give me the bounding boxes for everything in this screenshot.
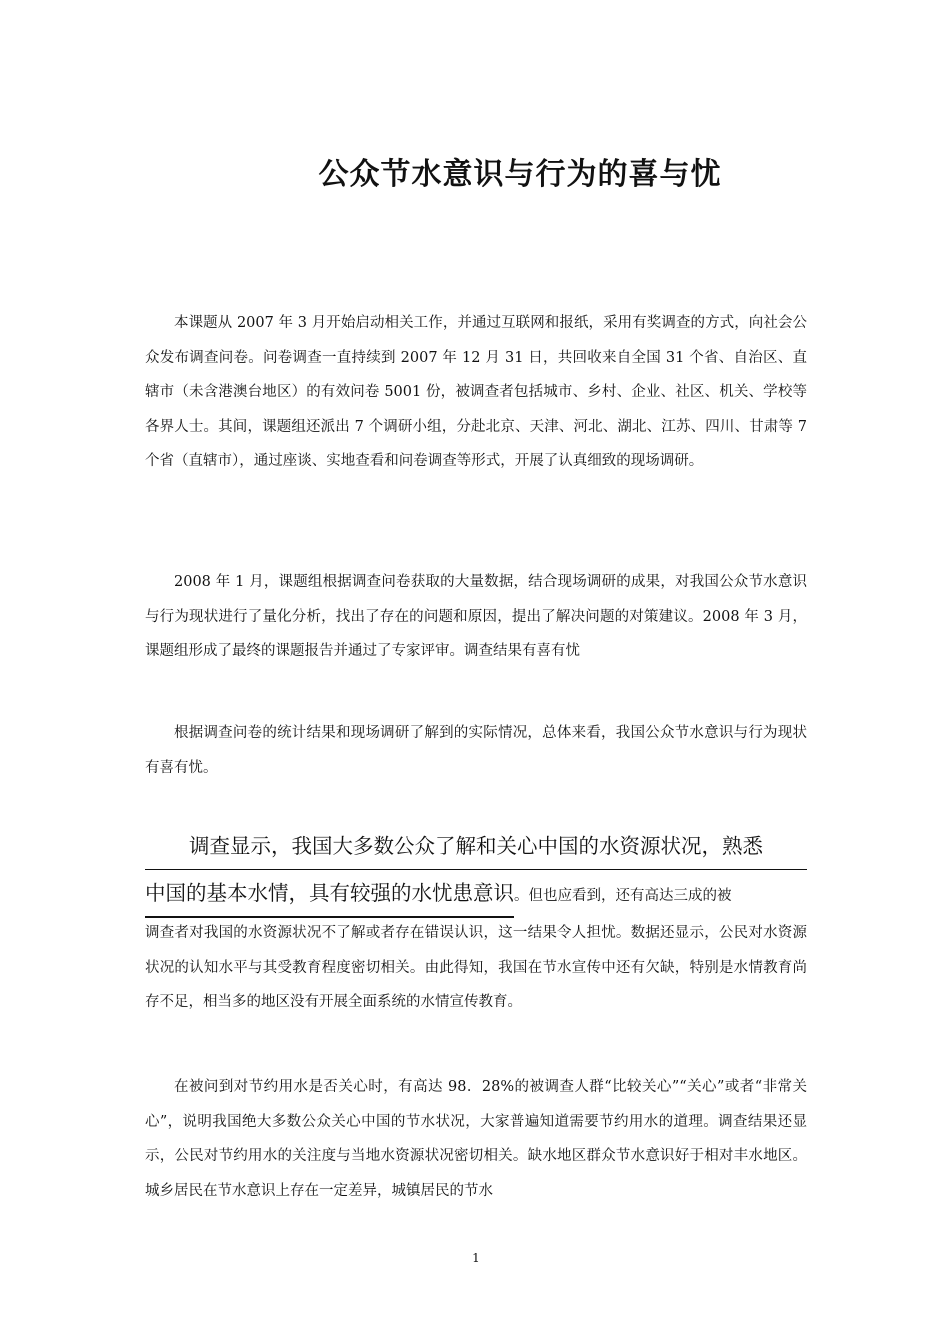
paragraph-text-body: 调查者对我国的水资源状况不了解或者存在错误认识，这一结果令人担忧。数据还显示，公民对水资源状况的认知水平与其受教育程度密切相关。由此得知，我国在节水宣传中还有欠缺，特别是水情教育尚存不足，相当多的地区没有开展全面系统的水情宣传教育。: [145, 925, 807, 1010]
paragraph-awareness-findings: [145, 823, 807, 1020]
page-number: 1: [472, 1251, 480, 1265]
document-title: 公众节水意识与行为的喜与忧: [318, 157, 722, 192]
paragraph-survey-method: 本课题从 2007 年 3 月开始启动相关工作，并通过互联网和报纸，采用有奖调查的方式，向社会公众发布调查问卷。问卷调查一直持续到 2007 年 12 月 31 日，共回收来自全国 31 个省、自治区、直辖市（未含港澳台地区）的有效问卷 5001 份，被调查者包括城市、乡村、企业、社区、机关、学校等各界人士。其间，课题组还派出 7 个调研小组，分赴北京、天津、河北、湖北、江苏、四川、甘肃等 7 个省（直辖市），通过座谈、实地查看和问卷调查等形式，开展了认真细致的现场调研。: [145, 315, 807, 469]
highlighted-text-line-1: 调查显示，我国大多数公众了解和关心中国的水资源状况，熟悉: [145, 823, 807, 870]
paragraph-analysis: 2008 年 1 月，课题组根据调查问卷获取的大量数据，结合现场调研的成果，对我国公众节水意识与行为现状进行了量化分析，找出了存在的问题和原因，提出了解决问题的对策建议。2008 年 3 月，课题组形成了最终的课题报告并通过了专家评审。调查结果有喜有忧: [145, 574, 807, 659]
paragraph-text-tail: 。但也应看到，还有高达三成的被: [514, 888, 732, 904]
highlighted-text-line-2: 中国的基本水情，具有较强的水忧患意识: [145, 870, 514, 918]
paragraph-overall-conclusion: 根据调查问卷的统计结果和现场调研了解到的实际情况，总体来看，我国公众节水意识与行为现状有喜有忧。: [145, 725, 807, 776]
paragraph-water-saving-concern: 在被问到对节约用水是否关心时，有高达 98．28%的被调查人群“比较关心”“关心”或者“非常关心”，说明我国绝大多数公众关心中国的节水状况，大家普遍知道需要节约用水的道理。调查结果还显示，公民对节约用水的关注度与当地水资源状况密切相关。缺水地区群众节水意识好于相对丰水地区。城乡居民在节水意识上存在一定差异，城镇居民的节水: [145, 1079, 807, 1199]
